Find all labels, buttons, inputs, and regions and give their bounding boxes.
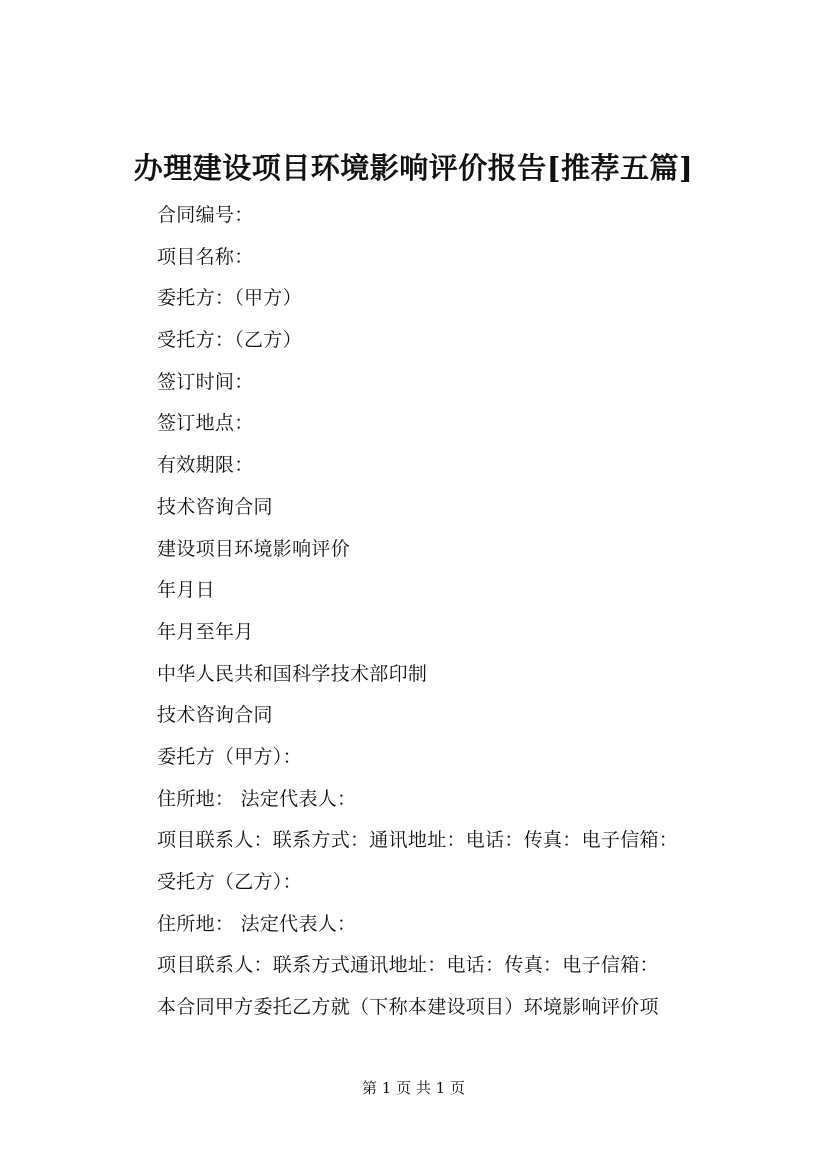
body-line: 项目名称：: [157, 245, 254, 268]
document-title: 办理建设项目环境影响评价报告[推荐五篇]: [133, 151, 694, 185]
body-line: 住所地： 法定代表人：: [157, 787, 357, 810]
body-line: 项目联系人：联系方式通讯地址：电话：传真：电子信箱：: [157, 954, 659, 977]
body-line: 中华人民共和国科学技术部印制: [157, 662, 428, 685]
body-line: 签订时间：: [157, 370, 254, 393]
body-line: 委托方：（甲方）: [157, 287, 302, 310]
document-body: [157, 195, 757, 1029]
body-line: 签订地点：: [157, 412, 254, 435]
page-footer: 第 1 页 共 1 页: [362, 1079, 465, 1097]
body-line: 合同编号：: [157, 204, 254, 226]
body-line: 项目联系人：联系方式：通讯地址：电话：传真：电子信箱：: [157, 829, 679, 852]
body-line: 年月日: [157, 579, 215, 602]
body-line: 年月至年月: [157, 620, 254, 643]
body-line: 受托方：（乙方）: [157, 329, 302, 352]
body-line: 住所地： 法定代表人：: [157, 912, 357, 935]
body-line: 建设项目环境影响评价: [157, 537, 351, 560]
body-line: 有效期限：: [157, 454, 254, 477]
body-line: 技术咨询合同: [157, 704, 273, 727]
body-line: 本合同甲方委托乙方就（下称本建设项目）环境影响评价项: [157, 996, 659, 1019]
body-line: 受托方（乙方）：: [157, 871, 302, 893]
body-line: 技术咨询合同: [157, 495, 273, 518]
body-line: 委托方（甲方）：: [157, 745, 302, 768]
